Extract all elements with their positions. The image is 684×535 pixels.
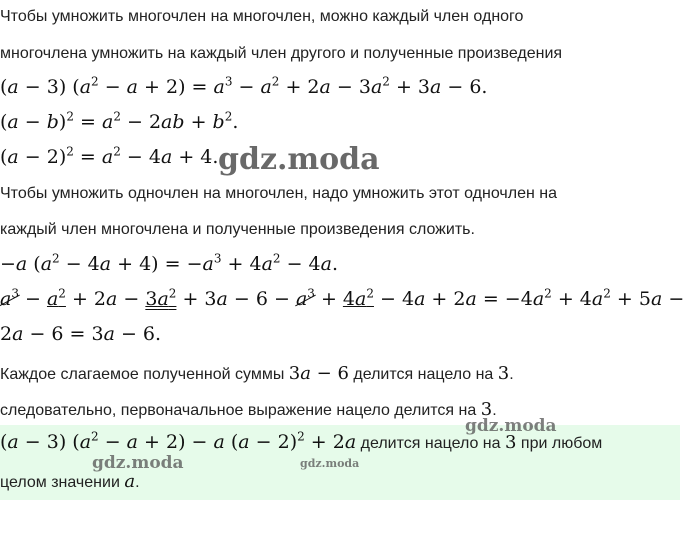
rule-multiply-polynomials-line-1: Чтобы умножить многочлен на многочлен, можно каждый член одного (0, 8, 524, 25)
formula-simplification: $a^3 - a^2 + 2a - 3a^2 + 3a - 6 - a^3 + 4a^2 - 4a + 2a = -4a^2 + 4a^2 + 5a$ − (0, 286, 684, 310)
watermark-main: gdz.moda (218, 142, 380, 177)
answer-line-1: (a − 3) $(a^2 - a + 2) - a$ $(a - 2)^2 + 2a$ делится нацело на 3 при любом (0, 429, 603, 453)
conclusion-line-2: следовательно, первоначальное выражение нацело делится на 3. (0, 399, 497, 420)
watermark-answer-left: gdz.moda (92, 453, 184, 473)
watermark-answer-small: gdz.moda (300, 457, 360, 470)
conclusion-line-1: Каждое слагаемое полученной суммы 3a − 6 делится нацело на 3. (0, 363, 514, 384)
formula-square-a-minus-2: $(a - 2)^2 = a^2 - 4a + 4$. (0, 144, 219, 168)
rule-monomial-times-polynomial-line-2: каждый член многочлена и полученные произведения сложить. (0, 221, 475, 238)
rule-monomial-times-polynomial-line-1: Чтобы умножить одночлен на многочлен, надо умножить этот одночлен на (0, 185, 557, 202)
formula-square-of-difference: $(a - b)^2 = a^2 - 2ab + b^2$. (0, 109, 239, 133)
formula-product-expansion: (a − 3) $(a^2 - a + 2) = a^3 - a^2 + 2a - 3a^2 + 3a - 6$. (0, 74, 488, 98)
rule-multiply-polynomials-line-2: многочлена умножить на каждый член другого и полученные произведения (0, 45, 563, 62)
formula-monomial-expansion: −a $(a^2 - 4a + 4) = -a^3 + 4a^2 - 4a$. (0, 251, 339, 275)
watermark-answer-top: gdz.moda (465, 416, 557, 436)
formula-simplification-result: 2a − 6 = 3a − 6. (0, 323, 162, 345)
answer-line-2: целом значении a. (0, 471, 140, 492)
